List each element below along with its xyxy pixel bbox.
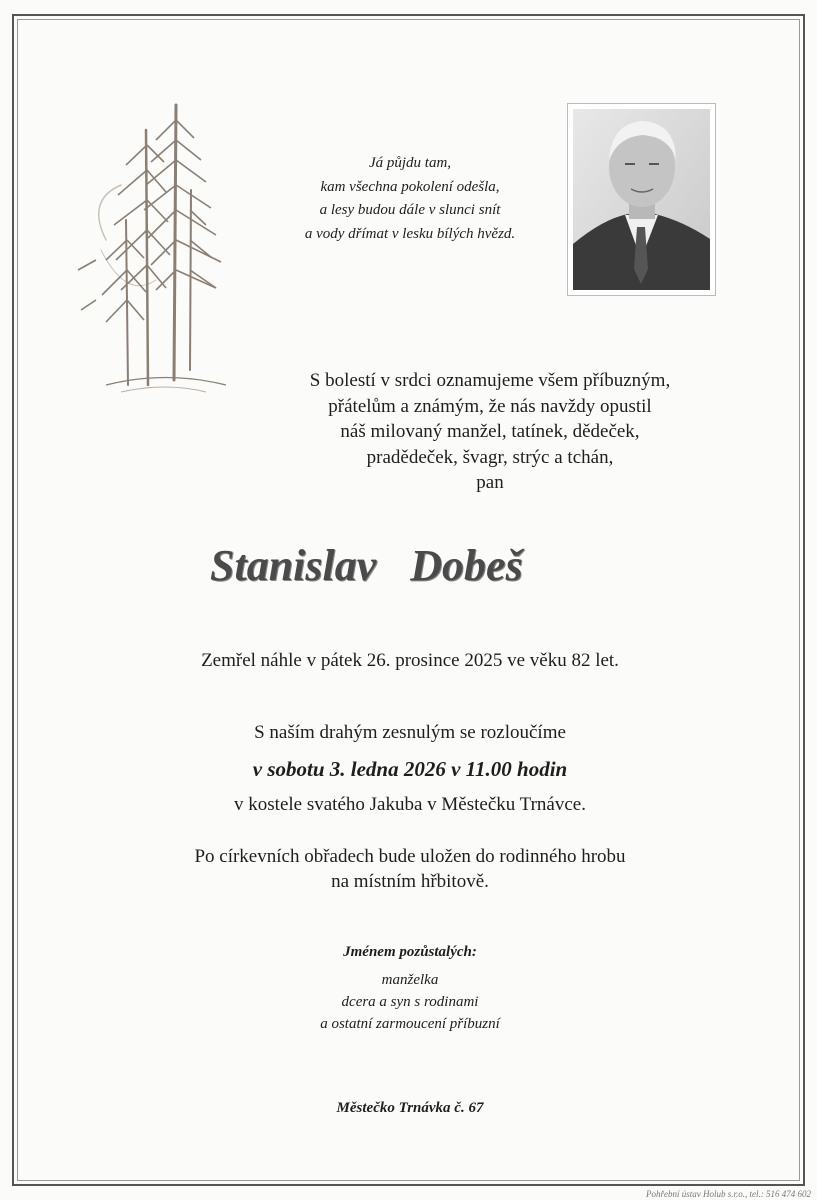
announcement <box>260 368 720 496</box>
burial-line: Po církevních obřadech bude uložen do rodinného hrobu <box>194 846 626 867</box>
pine-trees-illustration <box>66 100 266 400</box>
announcement-line: pradědeček, švagr, strýc a tchán, <box>366 446 614 468</box>
verse-line: a vody dřímat v lesku bílých hvězd. <box>304 225 516 242</box>
burial-line: na místním hřbitově. <box>331 871 489 892</box>
address: Městečko Trnávka č. 67 <box>336 1100 484 1116</box>
announcement-line: pan <box>476 472 504 493</box>
announcement-line: přátelům a známým, že nás navždy opustil <box>328 395 652 417</box>
deceased-name <box>210 540 610 591</box>
mourner-line: manželka <box>381 972 439 988</box>
verse-line: a lesy budou dále v slunci snít <box>319 202 501 218</box>
mourners-heading: Jménem pozůstalých: <box>343 944 477 960</box>
funeral-service-footer: Pohřební ústav Holub s.r.o., tel.: 516 474 602 <box>646 1189 811 1199</box>
farewell-place: v kostele svatého Jakuba v Městečku Trnávce. <box>234 794 586 815</box>
verse <box>270 152 550 246</box>
mourner-line: a ostatní zarmoucení příbuzní <box>320 1016 500 1032</box>
verse-line: kam všechna pokolení odešla, <box>320 178 500 195</box>
announcement-line: S bolestí v srdci oznamujeme všem příbuzným, <box>309 370 671 391</box>
surname: Dobeš <box>410 541 523 590</box>
mourner-line: dcera a syn s rodinami <box>341 994 479 1010</box>
first-name: Stanislav <box>210 541 377 590</box>
death-notice: Zemřel náhle v pátek 26. prosince 2025 ve věku 82 let. <box>201 650 619 671</box>
verse-line: Já půjdu tam, <box>368 155 452 171</box>
portrait-photo <box>567 103 716 296</box>
announcement-line: náš milovaný manžel, tatínek, dědeček, <box>340 421 640 442</box>
farewell-datetime: v sobotu 3. ledna 2026 v 11.00 hodin <box>252 757 568 781</box>
farewell-intro: S naším drahým zesnulým se rozloučíme <box>254 722 566 743</box>
